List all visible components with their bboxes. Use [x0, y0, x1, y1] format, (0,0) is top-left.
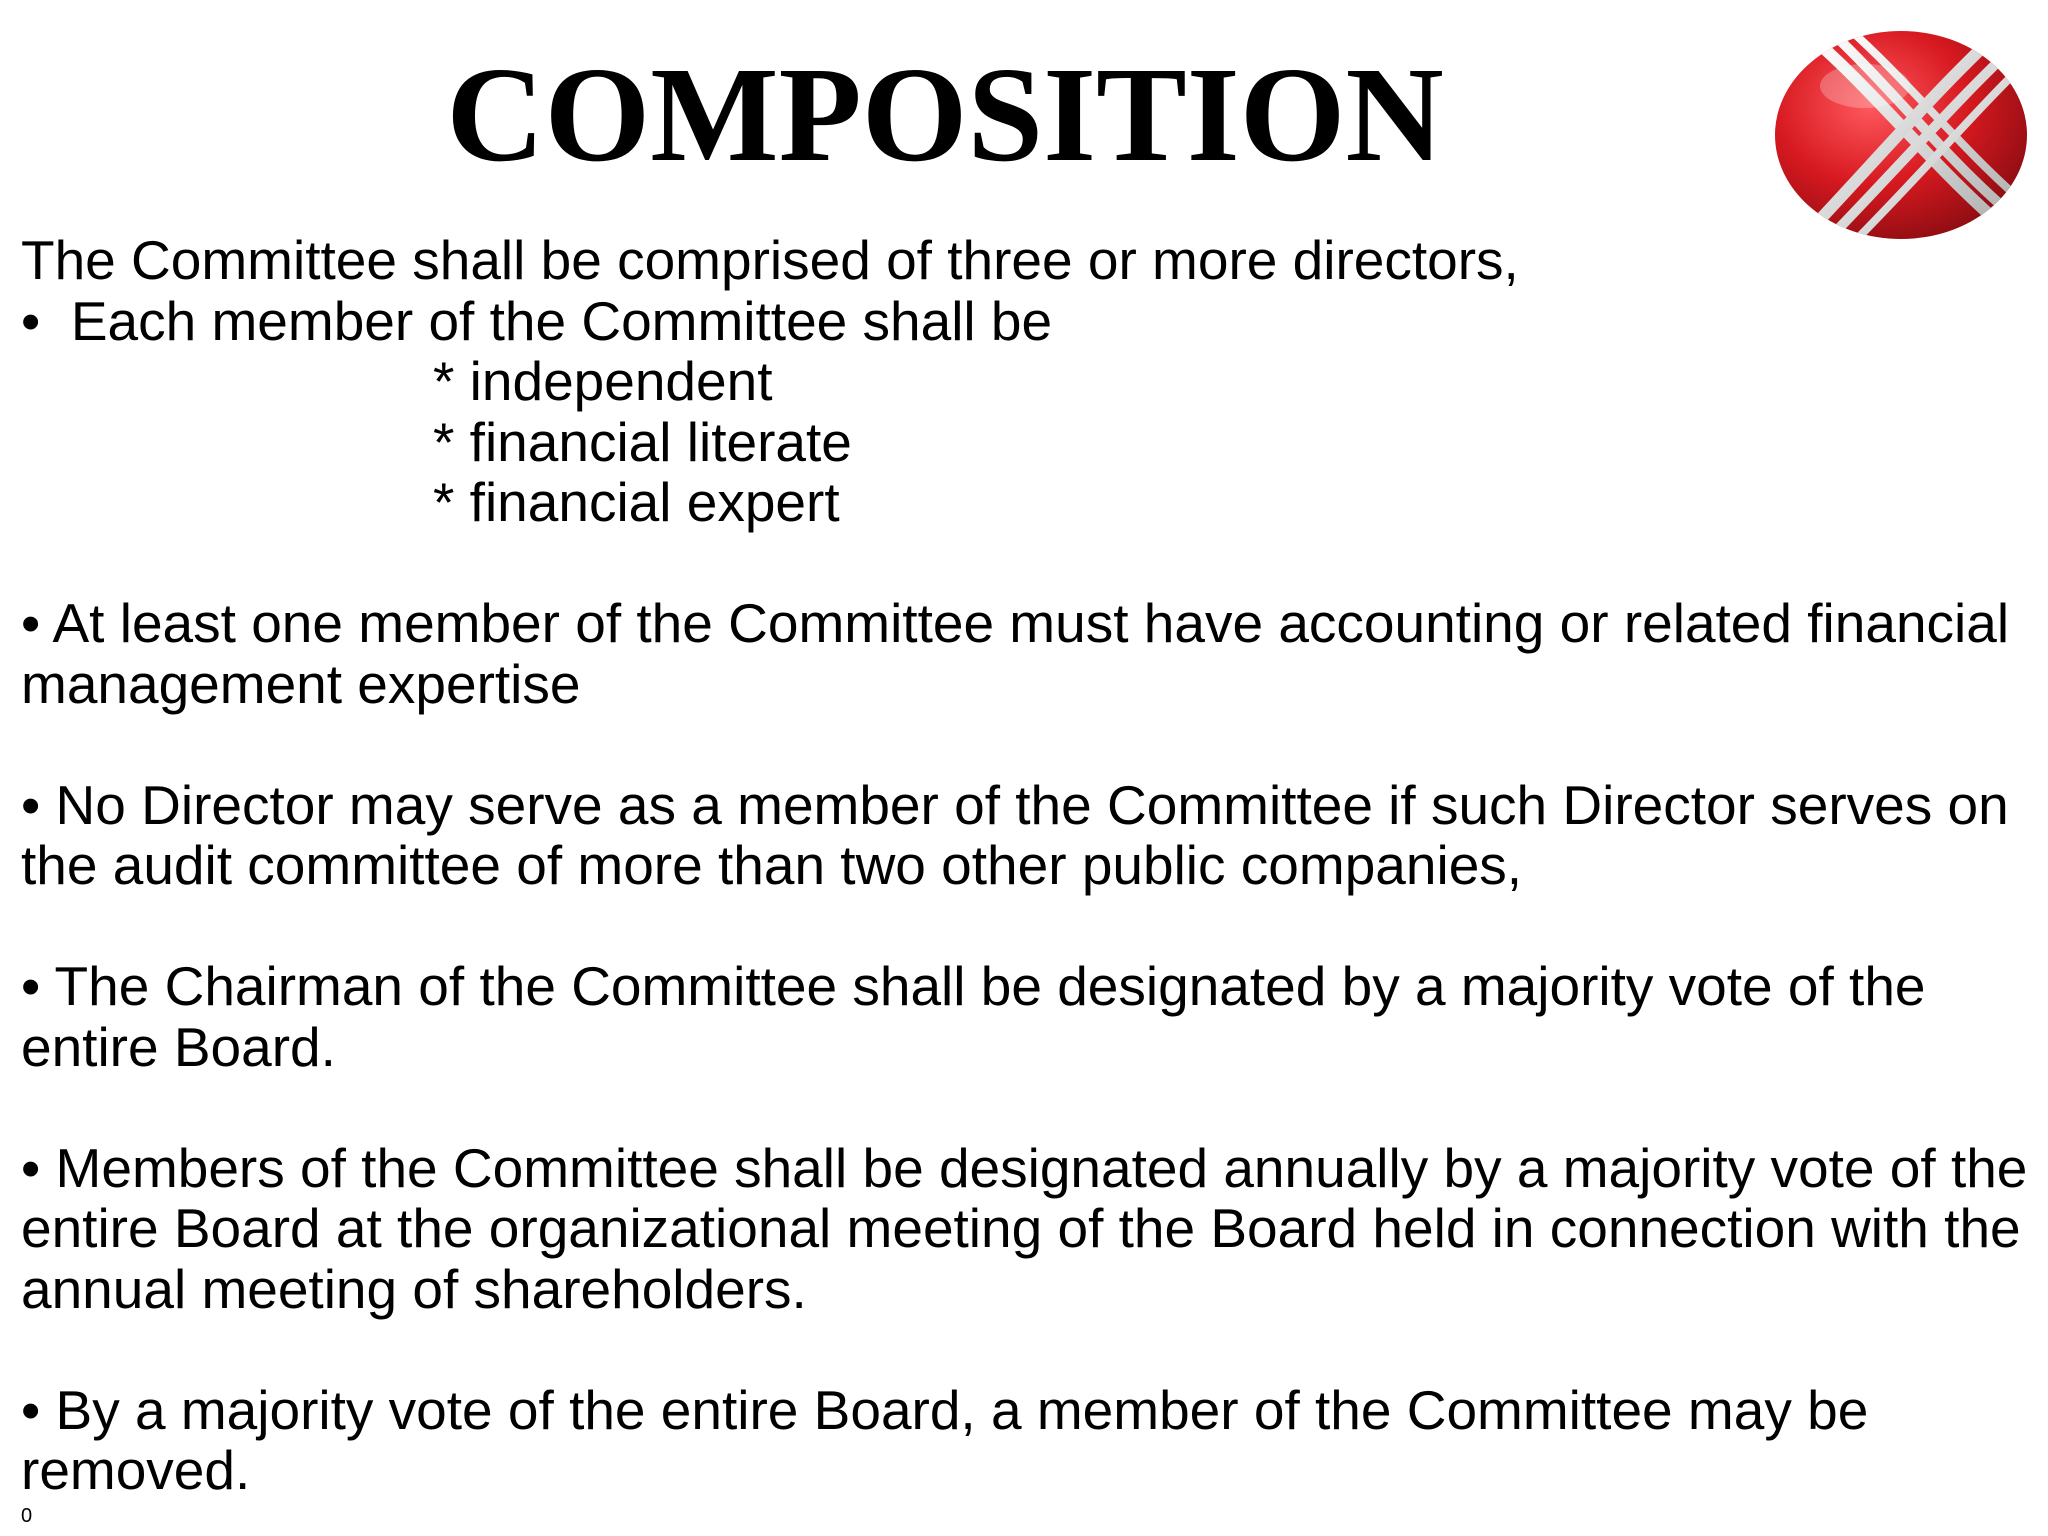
requirement-financial-expert: * financial expert	[433, 471, 840, 533]
slide-body	[21, 230, 2031, 1501]
member-requirement-text: Each member of the Committee shall be	[70, 289, 1053, 352]
spacer	[21, 1319, 2031, 1380]
bullet-member-removal: • By a majority vote of the entire Board, a member of the Committee may be removed.	[21, 1378, 1869, 1501]
red-sphere-x-logo-icon	[1770, 26, 2032, 244]
bullet-members-designation: • Members of the Committee shall be designated annually by a majority vote of the entire Board at the organizational meeting of the Board held in connection with the annual meeting of shareholders.	[21, 1136, 2028, 1320]
page-number: 0	[21, 1505, 33, 1527]
spacer	[21, 533, 2031, 594]
bullet-accounting-expertise: • At least one member of the Committee must have accounting or related financial management expertise	[21, 592, 2010, 715]
requirement-independent: * independent	[433, 350, 773, 412]
bullet-chairman-designation: • The Chairman of the Committee shall be designated by a majority vote of the entire Board.	[21, 955, 1926, 1078]
bullet-audit-committee-limit: • No Director may serve as a member of the Committee if such Director serves on the audit committee of more than two other public companies,	[21, 773, 2009, 896]
intro-text: The Committee shall be comprised of three or more directors,	[21, 229, 1519, 291]
spacer	[21, 714, 2031, 775]
member-requirement-bullet	[21, 291, 2031, 352]
slide-title: COMPOSITION	[446, 40, 1444, 190]
requirement-financial-literate: * financial literate	[433, 410, 852, 473]
spacer	[21, 1077, 2031, 1138]
bullet-glyph: •	[21, 289, 41, 352]
spacer	[21, 896, 2031, 957]
